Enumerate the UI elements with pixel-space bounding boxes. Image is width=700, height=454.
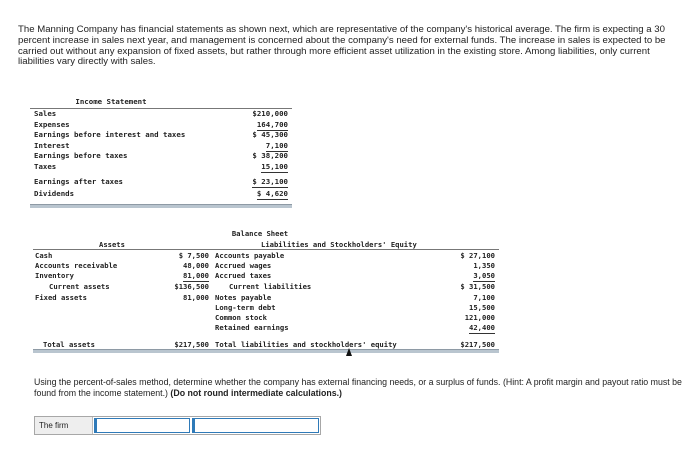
problem-intro: The Manning Company has financial statements as shown next, which are representative of the company's historical average. The firm is expecting a 30 percent increase in sales next year, and management is concerned about the company's need for external funds. The increase in sales is expected to be carried out without any expansion of fixed assets, but rather through more efficient asset utilization in the existing store. Among liabilities, only current liabilities vary directly with sales.	[18, 24, 666, 68]
income-row-dividends: Dividends $ 4,620	[34, 189, 288, 200]
liability-row-common-stock: Common stock 121,000	[215, 313, 495, 322]
income-row-interest: Interest 7,100	[34, 141, 288, 152]
answer-label: The firm	[35, 417, 93, 434]
liability-row-retained-earnings: Retained earnings 42,400	[215, 323, 495, 332]
asset-row-cash: Cash $ 7,500	[35, 251, 209, 260]
asset-row-inventory: Inventory 81,000	[35, 271, 209, 280]
income-row-eat: Earnings after taxes $ 23,100	[34, 177, 288, 188]
balance-sheet-title: Balance Sheet	[231, 229, 289, 238]
income-statement-footer-bar	[30, 204, 292, 208]
income-row-sales: Sales $210,000	[34, 109, 288, 118]
liability-row-notes-payable: Notes payable 7,100	[215, 293, 495, 302]
liabilities-header: Liabilities and Stockholders' Equity	[261, 240, 417, 249]
balance-header-divider	[33, 249, 499, 250]
liability-row-accounts-payable: Accounts payable $ 27,100	[215, 251, 495, 260]
financing-type-dropdown[interactable]	[94, 418, 190, 433]
liability-row-current-liabilities: Current liabilities $ 31,500	[229, 282, 495, 291]
income-row-taxes: Taxes 15,100	[34, 162, 288, 173]
balance-sheet-table	[33, 227, 499, 355]
answer-row	[34, 416, 321, 435]
liability-row-total: Total liabilities and stockholders' equity $217,500	[215, 340, 495, 349]
income-statement-table	[30, 97, 292, 210]
mouse-cursor-icon	[346, 348, 352, 356]
amount-input[interactable]	[192, 418, 319, 433]
liability-row-accrued-taxes: Accrued taxes 3,050	[215, 271, 495, 280]
income-row-ebit: Earnings before interest and taxes $ 45,300	[34, 130, 288, 139]
asset-row-receivables: Accounts receivable 48,000	[35, 261, 209, 270]
asset-row-total-assets: Total assets $217,500	[43, 340, 209, 349]
asset-row-fixed-assets: Fixed assets 81,000	[35, 293, 209, 302]
income-row-expenses: Expenses 164,700	[34, 120, 288, 131]
liability-row-long-term-debt: Long-term debt 15,500	[215, 303, 495, 312]
assets-header: Assets	[99, 240, 125, 249]
balance-sheet-footer-bar	[33, 349, 499, 353]
liability-row-accrued-wages: Accrued wages 1,350	[215, 261, 495, 270]
asset-row-current-assets: Current assets $136,500	[49, 282, 209, 291]
question-text: Using the percent-of-sales method, determine whether the company has external financing needs, or a surplus of funds. (Hint: A profit margin and payout ratio must be found from the income statement.) (Do not round intermediate calculations.)	[34, 377, 682, 398]
income-row-ebt: Earnings before taxes $ 38,200	[34, 151, 288, 160]
income-statement-header: Income Statement	[30, 97, 292, 109]
